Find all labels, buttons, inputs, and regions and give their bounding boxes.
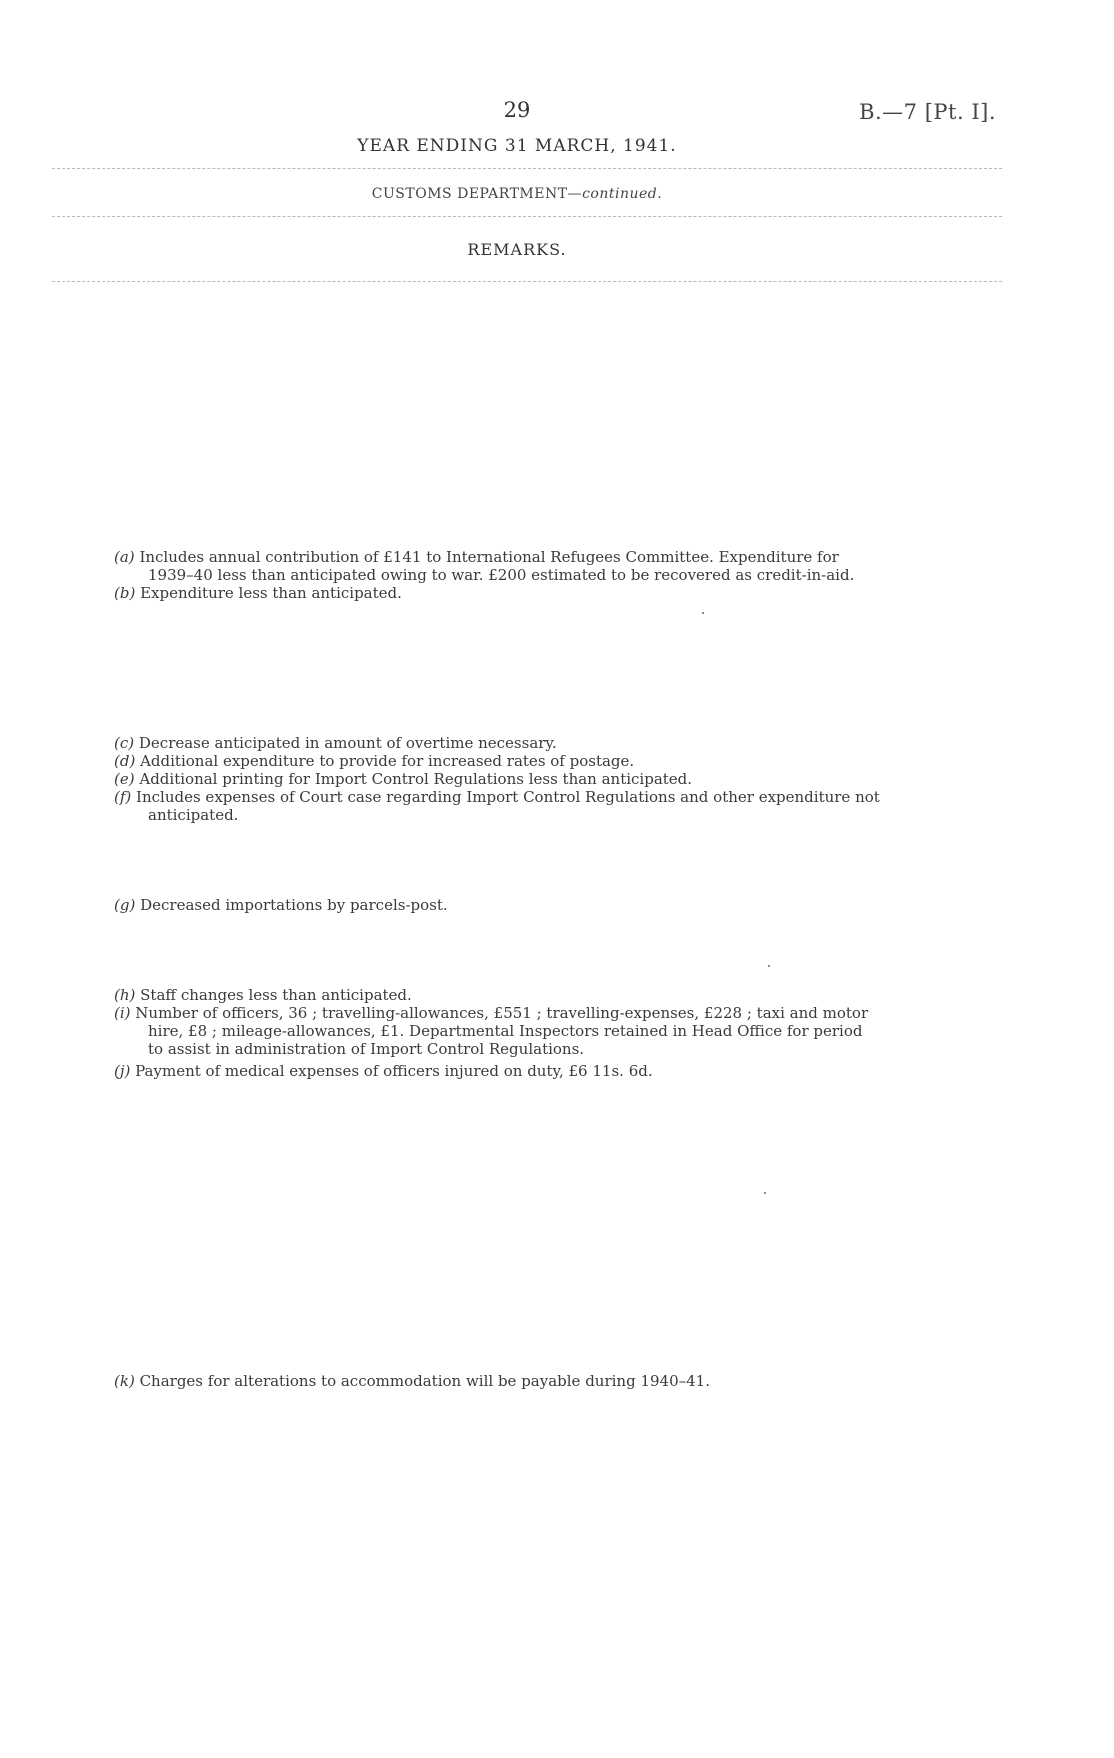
note-text: Includes annual contribution of £141 to International Refugees Committee. Expenditure for	[139, 548, 839, 566]
note-text: anticipated.	[148, 806, 239, 824]
scan-speck	[702, 612, 704, 614]
note-label: (j)	[114, 1062, 131, 1080]
page-number: 29	[503, 98, 531, 122]
note-label: (h)	[114, 986, 136, 1004]
note-text: Additional printing for Import Control Regulations less than anticipated.	[139, 770, 693, 788]
note-text: hire, £8 ; mileage-allowances, £1. Departmental Inspectors retained in Head Office for period	[148, 1022, 863, 1040]
note-label: (d)	[114, 752, 136, 770]
note-h	[114, 986, 934, 1004]
note-label: (a)	[114, 548, 135, 566]
note-text: 1939–40 less than anticipated owing to war. £200 estimated to be recovered as credit-in-aid.	[148, 566, 855, 584]
note-d	[114, 752, 934, 770]
department-title: CUSTOMS DEPARTMENT—	[371, 186, 583, 202]
divider-rule	[52, 281, 1002, 282]
note-label: (g)	[114, 896, 136, 914]
note-f	[114, 788, 934, 824]
note-text: to assist in administration of Import Control Regulations.	[148, 1040, 585, 1058]
remarks-heading: REMARKS.	[467, 240, 567, 259]
note-text: Includes expenses of Court case regarding Import Control Regulations and other expenditure not	[136, 788, 880, 806]
note-k	[114, 1372, 934, 1390]
scan-speck	[768, 965, 770, 967]
note-c	[114, 734, 934, 752]
note-e	[114, 770, 934, 788]
note-g	[114, 896, 934, 914]
note-text: Payment of medical expenses of officers injured on duty, £6 11s. 6d.	[135, 1062, 653, 1080]
department-heading	[0, 186, 1034, 202]
note-b	[114, 584, 934, 602]
note-a	[114, 548, 934, 584]
note-label: (i)	[114, 1004, 131, 1022]
note-i	[114, 1004, 934, 1058]
note-j	[114, 1062, 934, 1080]
note-text: Decreased importations by parcels-post.	[140, 896, 448, 914]
note-label: (f)	[114, 788, 132, 806]
document-reference: B.—7 [Pt. I].	[859, 100, 996, 124]
note-label: (k)	[114, 1372, 135, 1390]
note-text: Expenditure less than anticipated.	[140, 584, 402, 602]
divider-rule	[52, 216, 1002, 217]
department-continued: continued.	[582, 186, 663, 202]
note-text: Additional expenditure to provide for increased rates of postage.	[140, 752, 635, 770]
note-text: Charges for alterations to accommodation will be payable during 1940–41.	[139, 1372, 710, 1390]
note-text: Number of officers, 36 ; travelling-allowances, £551 ; travelling-expenses, £228 ; taxi and motor	[135, 1004, 869, 1022]
note-text: Decrease anticipated in amount of overtime necessary.	[138, 734, 557, 752]
note-label: (b)	[114, 584, 136, 602]
note-label: (e)	[114, 770, 135, 788]
scan-speck	[764, 1192, 766, 1194]
note-label: (c)	[114, 734, 135, 752]
year-heading: YEAR ENDING 31 MARCH, 1941.	[357, 136, 677, 156]
divider-rule	[52, 168, 1002, 169]
note-text: Staff changes less than anticipated.	[140, 986, 412, 1004]
